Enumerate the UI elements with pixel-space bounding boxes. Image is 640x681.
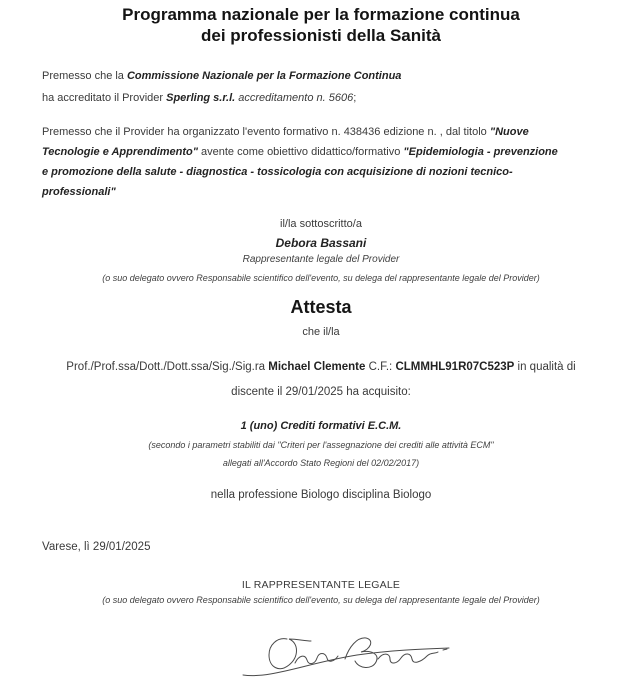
premise1-end: ; (353, 92, 357, 104)
legal-representative-name: Debora Bassani (275, 236, 367, 250)
objective-part2: e promozione della salute - diagnostica - tossicologia con acquisizione di nozioni tecnico- (42, 166, 513, 178)
undersigned-block (42, 217, 600, 283)
credits-amount: 1 (uno) Crediti formativi E.C.M. (240, 420, 402, 432)
premise-event (42, 122, 600, 202)
event-title-part1: "Nuove (489, 126, 529, 138)
provider-name: Sperling s.r.l. (166, 92, 236, 104)
signature-image (237, 629, 457, 681)
signature-delegate-note: (o suo delegato ovvero Responsabile scientifico dell'evento, su delega del rappresentante legale del Provider) (102, 595, 540, 605)
premise1-line2-prefix: ha accreditato il Provider (42, 92, 167, 104)
legal-representative-role: Rappresentante legale del Provider (242, 254, 400, 265)
recipient-titles: Prof./Prof.ssa/Dott./Dott.ssa/Sig./Sig.ra (66, 361, 269, 373)
attests-heading: Attesta (290, 297, 352, 317)
signature-role-label: IL RAPPRESENTANTE LEGALE (241, 579, 401, 591)
place-date: Varese, lì 29/01/2025 (42, 541, 151, 553)
page-title (42, 2, 600, 46)
signature-block (42, 629, 600, 681)
title-line-2: dei professionisti della Sanità (201, 26, 441, 45)
attests-subject: che il/la (302, 326, 340, 338)
recipient-name: Michael Clemente (268, 361, 366, 373)
accreditation-number: accreditamento n. 5606 (235, 92, 354, 104)
credits-note-2: allegati all'Accordo Stato Regioni del 02/02/2017) (222, 458, 420, 468)
credits-block (42, 420, 600, 468)
profession-line: nella professione Biologo disciplina Biologo (210, 489, 432, 501)
fiscal-code: CLMMHL91R07C523P (395, 361, 515, 373)
premise-accreditation (42, 65, 600, 109)
commission-name: Commissione Nazionale per la Formazione Continua (126, 70, 402, 82)
premise2-middle: avente come obiettivo didattico/formativo (197, 146, 404, 158)
objective-part3: professionali" (42, 186, 116, 198)
premise1-prefix: Premesso che la (42, 70, 127, 82)
delegate-note: (o suo delegato ovvero Responsabile scientifico dell'evento, su delega del rappresentante legale del Provider) (102, 273, 540, 283)
recipient-statement (42, 355, 600, 405)
credits-note-1: (secondo i parametri stabiliti dai "Criteri per l'assegnazione dei crediti alle attività ECM" (148, 440, 494, 450)
recipient-suffix: in qualità di discente il 29/01/2025 ha acquisito: (231, 361, 576, 398)
title-line-1: Programma nazionale per la formazione continua (122, 5, 520, 24)
event-title-part2: Tecnologie e Apprendimento" (42, 146, 198, 158)
undersigned-intro: il/la sottoscritto/a (280, 218, 362, 230)
fiscal-code-label: C.F.: (365, 361, 396, 373)
objective-part1: "Epidemiologia - prevenzione (403, 146, 558, 158)
premise2-prefix: Premesso che il Provider ha organizzato l'evento formativo n. 438436 edizione n. , dal titolo (42, 126, 490, 138)
